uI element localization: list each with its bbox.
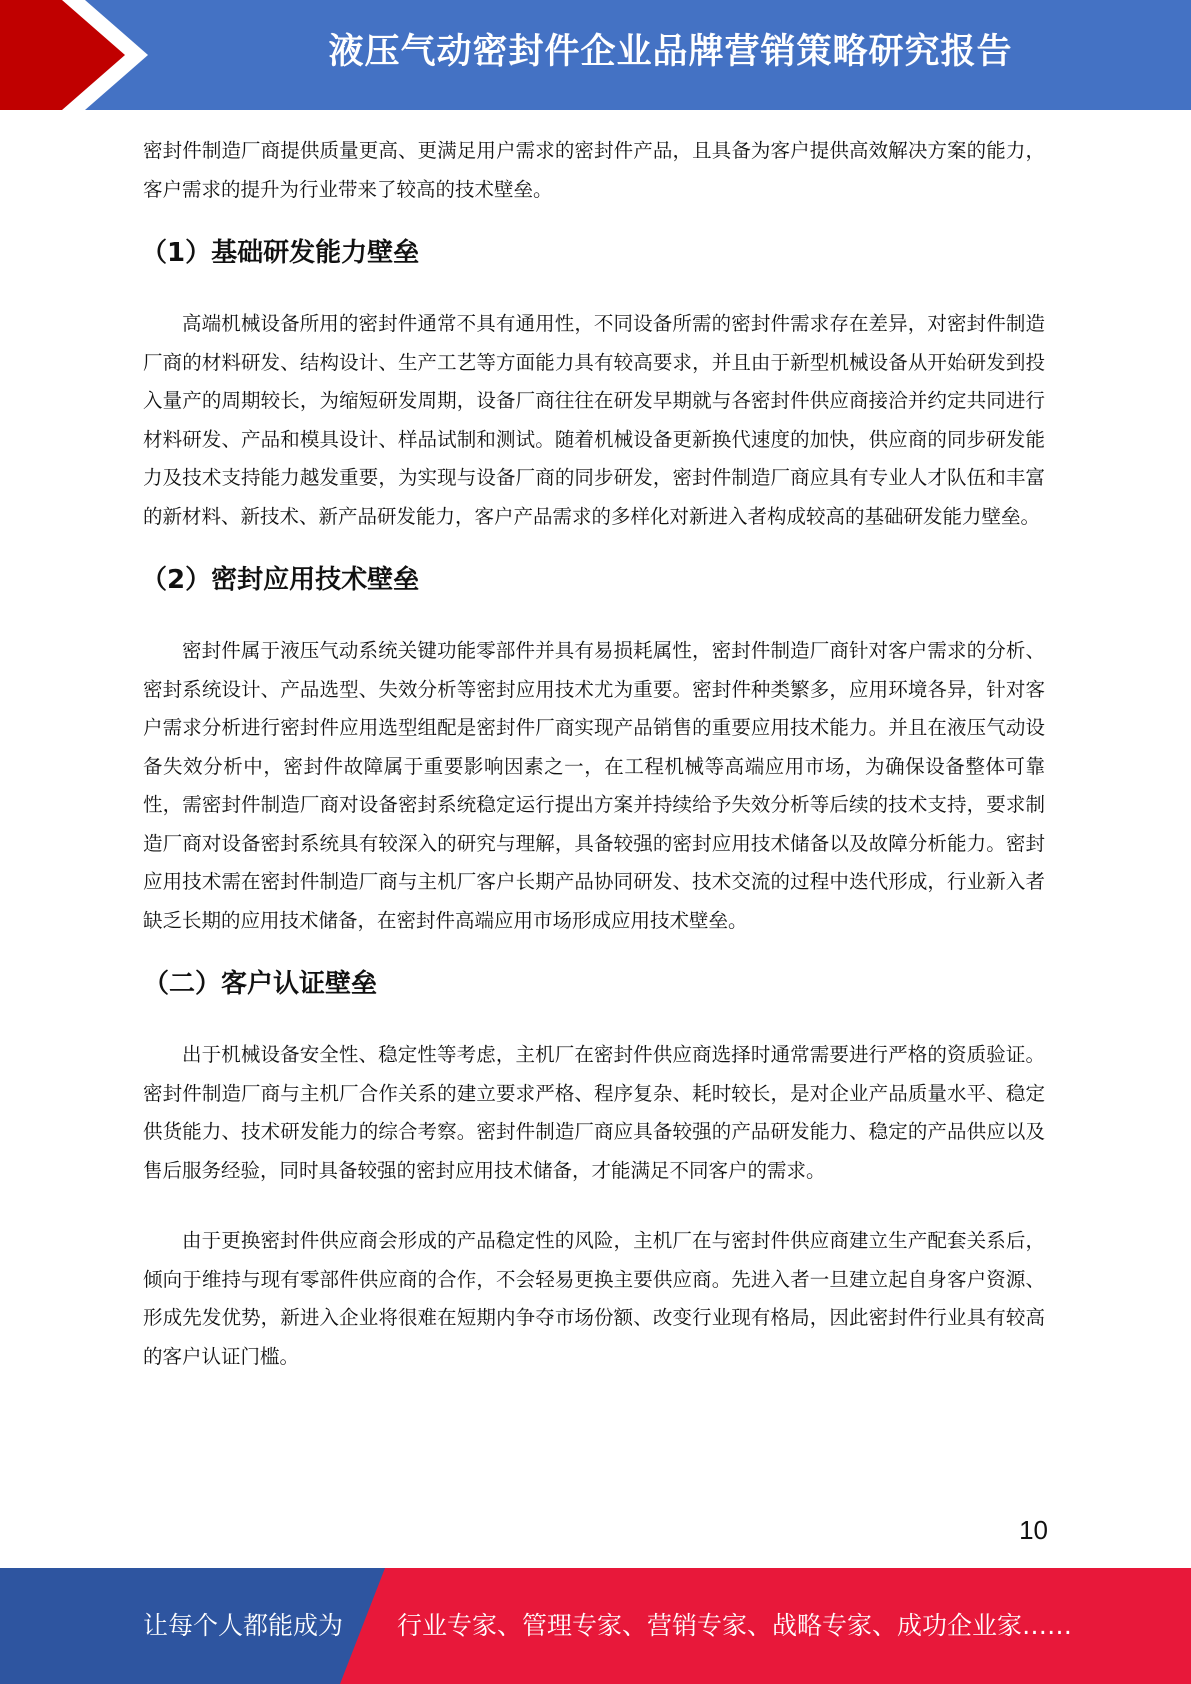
rd-barrier-paragraph: 高端机械设备所用的密封件通常不具有通用性，不同设备所需的密封件需求存在差异，对密封件制造厂商的材料研发、结构设计、生产工艺等方面能力具有较高要求，并且由于新型机械设备从开始研发到投入量产的周期较长，为缩短研发周期，设备厂商往往在研发早期就与各密封件供应商接洽并约定共同进行材料研发、产品和模具设计、样品试制和测试。随着机械设备更新换代速度的加快，供应商的同步研发能力及技术支持能力越发重要，为实现与设备厂商的同步研发，密封件制造厂商应具有专业人才队伍和丰富的新材料、新技术、新产品研发能力，客户产品需求的多样化对新进入者构成较高的基础研发能力壁垒。 (143, 312, 1045, 528)
footer-slogan-right: 行业专家、管理专家、营销专家、战略专家、成功企业家…… (397, 1611, 1073, 1640)
page-content (143, 132, 1045, 1376)
header-arrow-decoration (0, 0, 160, 110)
report-title: 液压气动密封件企业品牌营销策略研究报告 (328, 32, 1013, 72)
intro-paragraph: 密封件制造厂商提供质量更高、更满足用户需求的密封件产品，且具备为客户提供高效解决方案的能力，客户需求的提升为行业带来了较高的技术壁垒。 (143, 139, 1045, 201)
header-banner (0, 0, 1191, 110)
seal-tech-barrier-paragraph: 密封件属于液压气动系统关键功能零部件并具有易损耗属性，密封件制造厂商针对客户需求的分析、密封系统设计、产品选型、失效分析等密封应用技术尤为重要。密封件种类繁多，应用环境各异，针对客户需求分析进行密封件应用选型组配是密封件厂商实现产品销售的重要应用技术能力。并且在液压气动设备失效分析中，密封件故障属于重要影响因素之一，在工程机械等高端应用市场，为确保设备整体可靠性，需密封件制造厂商对设备密封系统稳定运行提出方案并持续给予失效分析等后续的技术支持，要求制造厂商对设备密封系统具有较深入的研究与理解，具备较强的密封应用技术储备以及故障分析能力。密封应用技术需在密封件制造厂商与主机厂客户长期产品协同研发、技术交流的过程中迭代形成，行业新入者缺乏长期的应用技术储备，在密封件高端应用市场形成应用技术壁垒。 (143, 639, 1045, 932)
page-number: 10 (1019, 1515, 1048, 1545)
section-heading-rd-barrier: （1）基础研发能力壁垒 (141, 238, 420, 268)
customer-cert-paragraph-1: 出于机械设备安全性、稳定性等考虑，主机厂在密封件供应商选择时通常需要进行严格的资质验证。密封件制造厂商与主机厂合作关系的建立要求严格、程序复杂、耗时较长，是对企业产品质量水平、稳定供货能力、技术研发能力的综合考察。密封件制造厂商应具备较强的产品研发能力、稳定的产品供应以及售后服务经验，同时具备较强的密封应用技术储备，才能满足不同客户的需求。 (143, 1043, 1045, 1182)
customer-cert-paragraph-2: 由于更换密封件供应商会形成的产品稳定性的风险，主机厂在与密封件供应商建立生产配套关系后，倾向于维持与现有零部件供应商的合作，不会轻易更换主要供应商。先进入者一旦建立起自身客户资源、形成先发优势，新进入企业将很难在短期内争夺市场份额、改变行业现有格局，因此密封件行业具有较高的客户认证门槛。 (143, 1229, 1045, 1368)
section-heading-seal-tech-barrier: （2）密封应用技术壁垒 (141, 565, 420, 595)
footer-slogan-left: 让每个人都能成为 (143, 1611, 344, 1640)
footer-banner (0, 1568, 1191, 1684)
section-heading-customer-cert-barrier: （二）客户认证壁垒 (143, 969, 378, 999)
